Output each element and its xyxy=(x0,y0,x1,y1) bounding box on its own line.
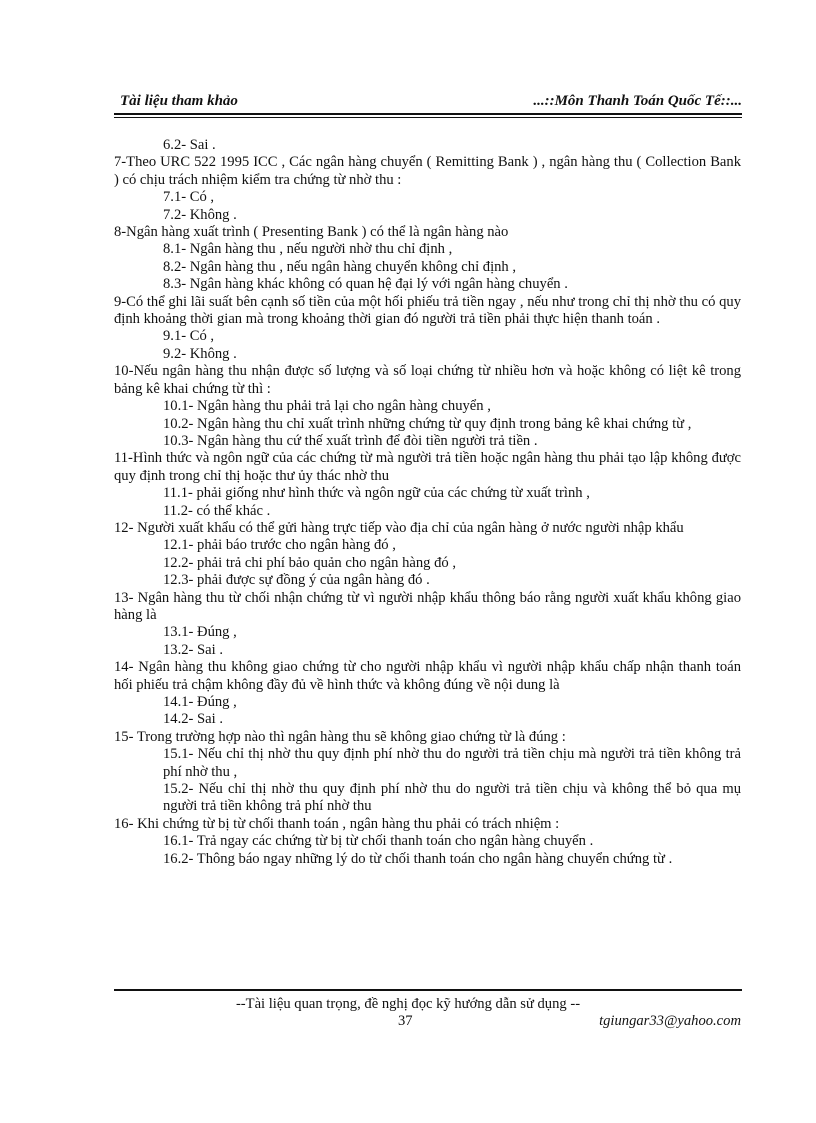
answer-option: 11.1- phải giống như hình thức và ngôn ngữ của các chứng từ xuất trình , xyxy=(163,485,590,502)
answer-option: 9.1- Có , xyxy=(163,328,215,345)
answer-option: 6.2- Sai . xyxy=(163,137,216,153)
question-text: 15- Trong trường hợp nào thì ngân hàng thu sẽ không giao chứng từ là đúng : xyxy=(114,728,566,745)
answer-option: 16.1- Trả ngay các chứng từ bị từ chối thanh toán cho ngân hàng chuyển . xyxy=(163,833,594,850)
page-header xyxy=(114,93,742,113)
answer-option: 16.2- Thông báo ngay những lý do từ chối thanh toán cho ngân hàng chuyển chứng từ . xyxy=(163,850,673,867)
page-number: 37 xyxy=(398,1013,413,1029)
answer-option: 8.1- Ngân hàng thu , nếu người nhờ thu chỉ định , xyxy=(163,241,453,258)
document-body xyxy=(114,137,741,868)
question-text: 12- Người xuất khẩu có thể gửi hàng trực tiếp vào địa chỉ của ngân hàng ở nước người nhập khẩu xyxy=(114,519,684,536)
answer-option: 8.2- Ngân hàng thu , nếu ngân hàng chuyển không chỉ định , xyxy=(163,258,517,275)
answer-option: 14.1- Đúng , xyxy=(163,694,237,710)
question-text: 7-Theo URC 522 1995 ICC , Các ngân hàng chuyển ( Remitting Bank ) , ngân hàng thu ( Collection Bank ) có chịu trách nhiệm kiểm tra chứng từ nhờ thu : xyxy=(114,154,741,188)
answer-option: 12.3- phải được sự đồng ý của ngân hàng đó . xyxy=(163,572,430,589)
answer-option: 10.3- Ngân hàng thu cứ thế xuất trình để đòi tiền người trả tiền . xyxy=(163,432,538,449)
answer-option: 13.1- Đúng , xyxy=(163,624,237,641)
answer-option: 12.1- phải báo trước cho ngân hàng đó , xyxy=(163,537,396,554)
answer-option: 10.1- Ngân hàng thu phải trả lại cho ngân hàng chuyển , xyxy=(163,398,491,415)
question-text: 9-Có thể ghi lãi suất bên cạnh số tiền của một hối phiếu trả tiền ngay , nếu như trong chỉ thị nhờ thu có quy định khoảng thời gian mà trong khoảng thời gian đó người trả tiền phải thực hiện thanh toán . xyxy=(114,293,741,328)
answer-option: 13.2- Sai . xyxy=(163,641,223,658)
header-left-title: Tài liệu tham khảo xyxy=(120,93,238,109)
footer-rule xyxy=(114,989,742,991)
answer-option: 14.2- Sai . xyxy=(163,711,223,728)
answer-option: 12.2- phải trả chi phí bảo quản cho ngân hàng đó , xyxy=(163,554,457,571)
header-rule-thick xyxy=(114,113,742,115)
question-text: 14- Ngân hàng thu không giao chứng từ cho người nhập khẩu vì người nhập khẩu chấp nhận thanh toán hối phiếu trả chậm không đầy đủ về hình thức và không đúng về nội dung là xyxy=(114,659,741,693)
answer-option: 7.1- Có , xyxy=(163,189,215,206)
footer-note: --Tài liệu quan trọng, đề nghị đọc kỹ hướng dẫn sử dụng -- xyxy=(235,996,581,1012)
answer-option: 9.2- Không . xyxy=(163,345,237,362)
answer-option: 15.2- Nếu chỉ thị nhờ thu quy định phí nhờ thu do người trả tiền chịu và không thể bỏ qua mụ người trả tiền không trả phí nhờ thu xyxy=(163,781,741,815)
question-text: 13- Ngân hàng thu từ chối nhận chứng từ vì người nhập khẩu thông báo rằng người xuất khẩu không giao hàng là xyxy=(114,589,741,623)
answer-option: 15.1- Nếu chỉ thị nhờ thu quy định phí nhờ thu do người trả tiền chịu mà người trả tiền không trả phí nhờ thu , xyxy=(163,746,741,780)
answer-option: 11.2- có thể khác . xyxy=(163,502,271,519)
header-right-title: ...::Môn Thanh Toán Quốc Tế::... xyxy=(533,93,742,109)
header-rule-thin xyxy=(114,117,742,118)
question-text: 8-Ngân hàng xuất trình ( Presenting Bank ) có thể là ngân hàng nào xyxy=(114,224,509,241)
answer-option: 7.2- Không . xyxy=(163,206,237,223)
question-text: 16- Khi chứng từ bị từ chối thanh toán , ngân hàng thu phải có trách nhiệm : xyxy=(114,815,560,832)
question-text: 11-Hình thức và ngôn ngữ của các chứng từ mà người trả tiền hoặc ngân hàng thu phải tạo lập không được quy định trong chỉ thị hoặc thư ủy thác nhờ thu xyxy=(114,450,741,484)
answer-option: 8.3- Ngân hàng khác không có quan hệ đại lý với ngân hàng chuyển . xyxy=(163,276,568,293)
answer-option: 10.2- Ngân hàng thu chỉ xuất trình những chứng từ quy định trong bảng kê khai chứng từ , xyxy=(163,415,692,432)
footer-email: tgiungar33@yahoo.com xyxy=(599,1013,741,1029)
question-text: 10-Nếu ngân hàng thu nhận được số lượng và số loại chứng từ nhiều hơn và hoặc không có liệt kê trong bảng kê khai chứng từ thì : xyxy=(114,363,741,397)
